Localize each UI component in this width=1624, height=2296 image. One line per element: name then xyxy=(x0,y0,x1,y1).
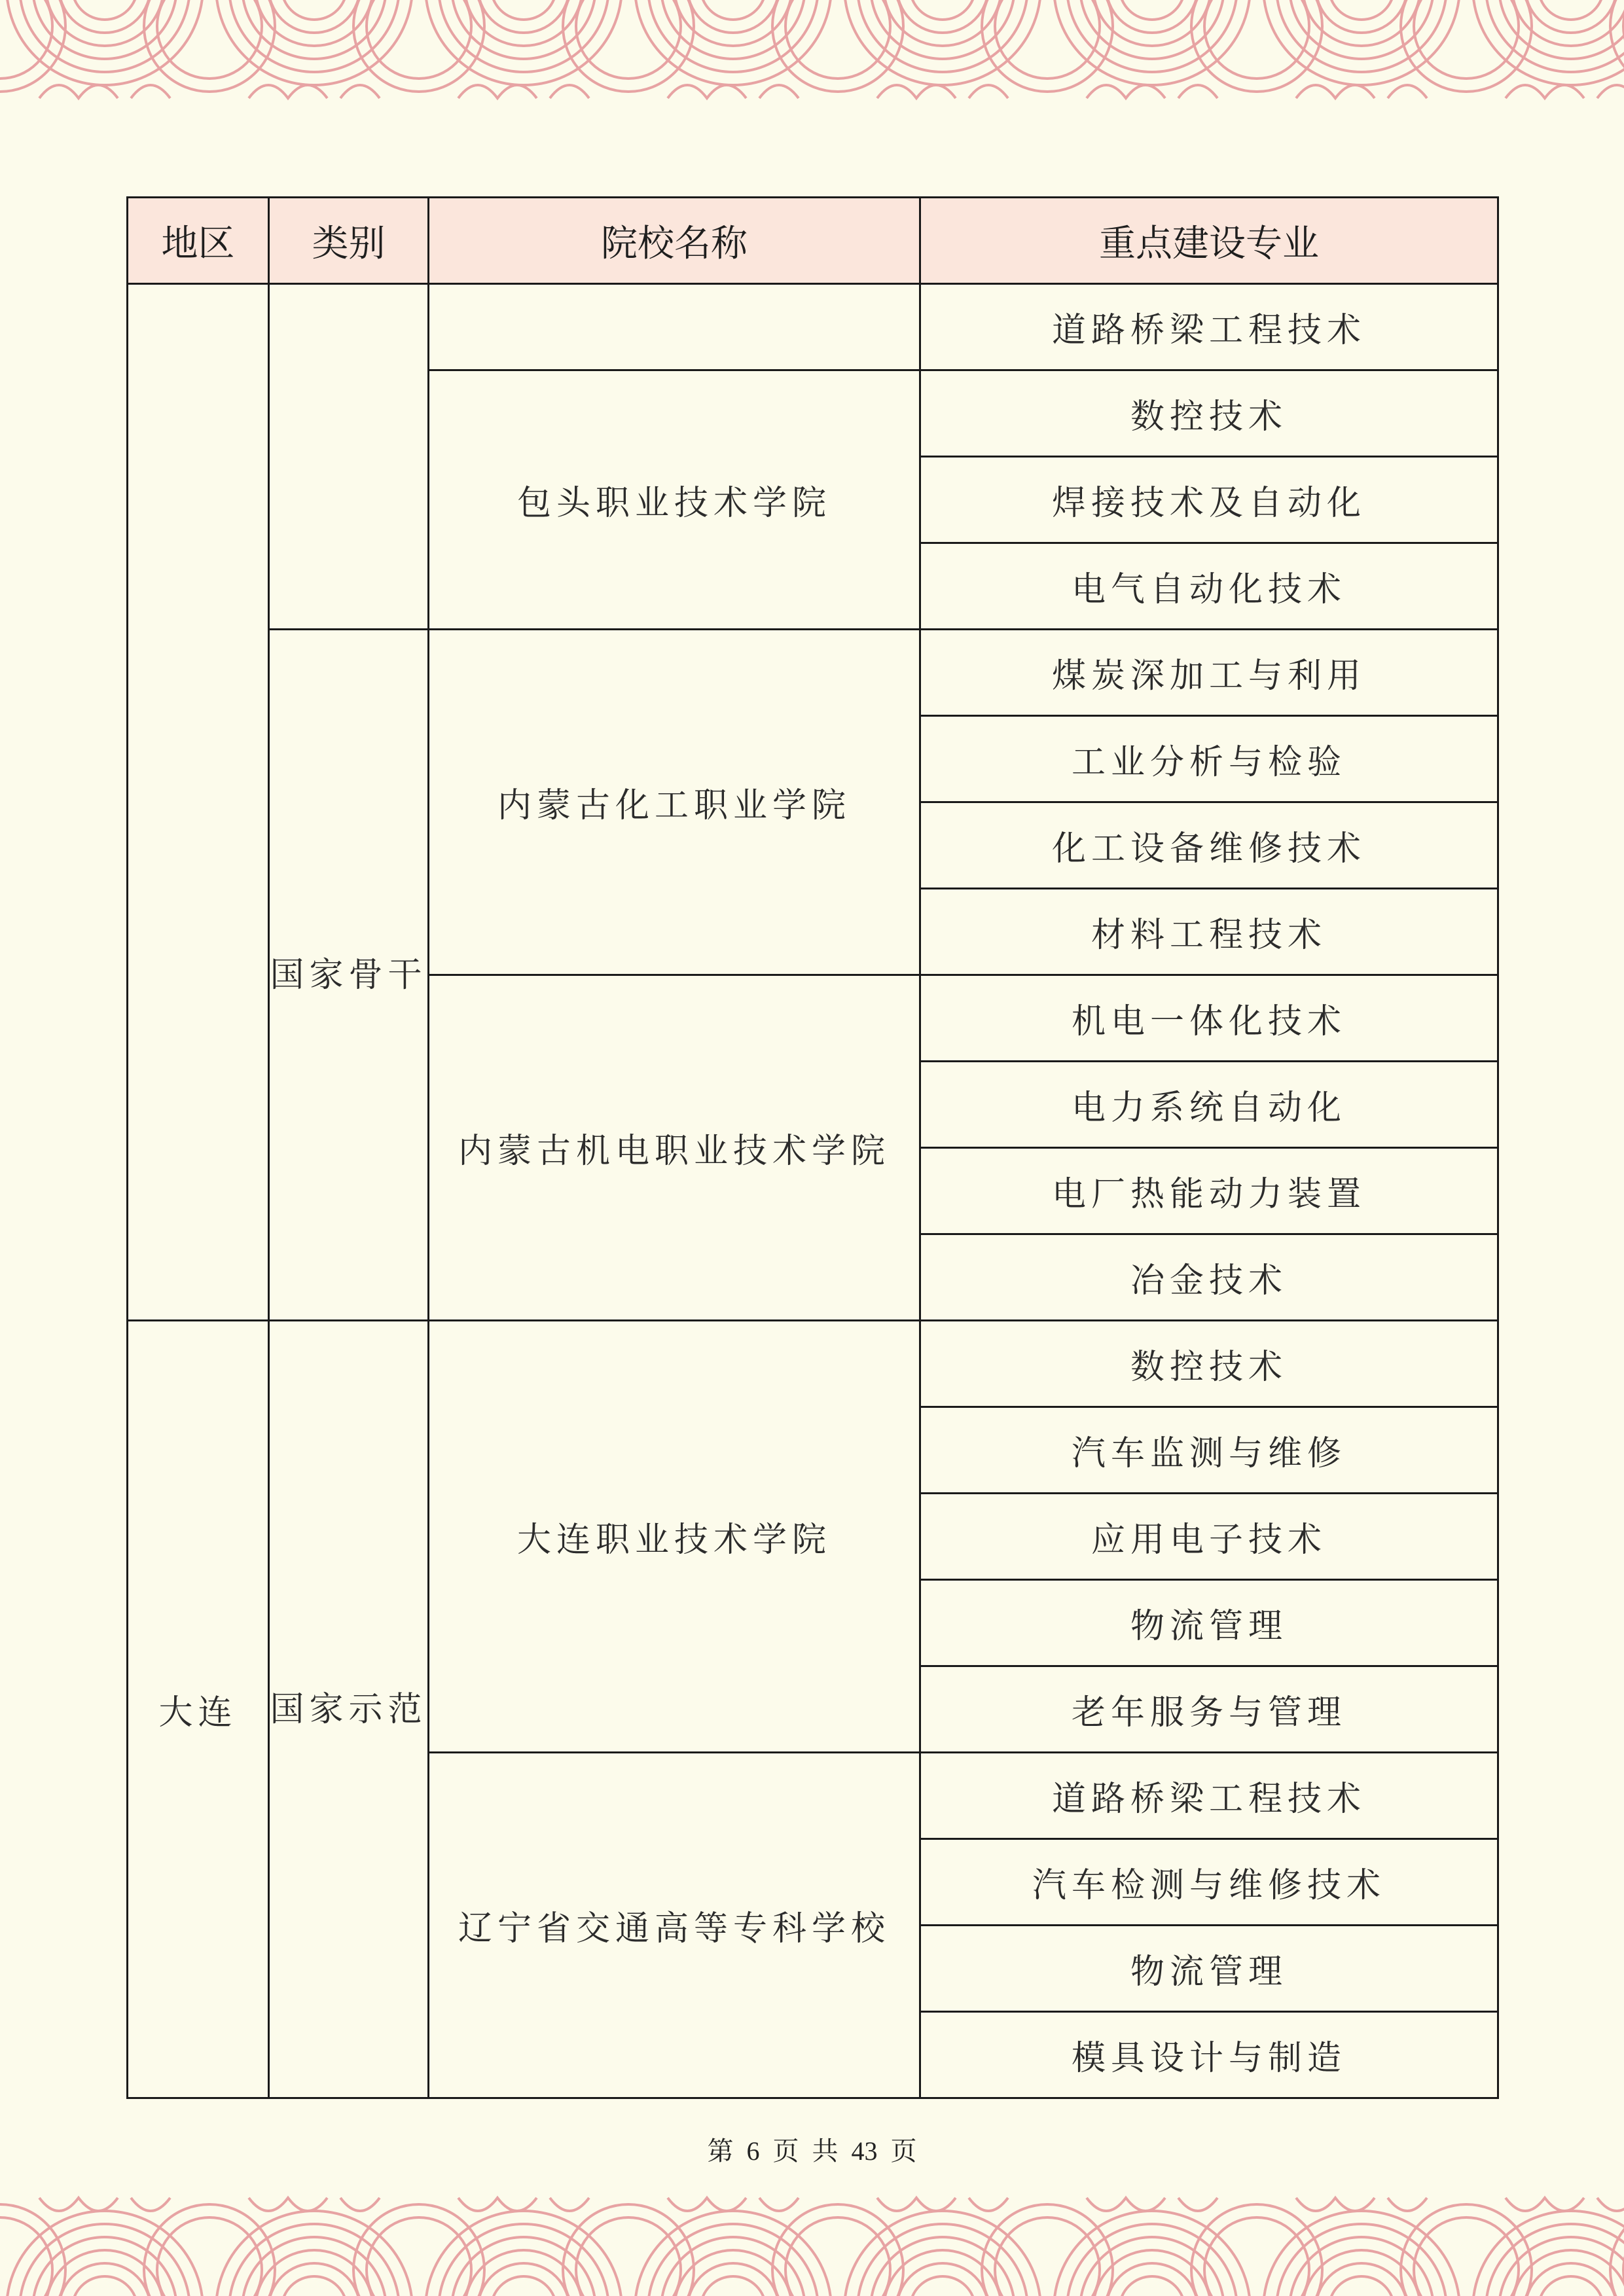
footer-page-number: 6 xyxy=(746,2136,760,2166)
wave-pattern-bottom xyxy=(0,2185,1624,2296)
region-cell-empty xyxy=(128,284,269,1321)
school-cell-neimenggu-huagong: 内蒙古化工职业学院 xyxy=(429,630,920,975)
major-cell: 化工设备维修技术 xyxy=(920,802,1498,889)
wave-pattern-top xyxy=(0,0,1624,111)
footer-total-pages: 43 xyxy=(851,2136,878,2166)
school-cell-neimenggu-jidian: 内蒙古机电职业技术学院 xyxy=(429,975,920,1321)
region-cell-dalian: 大连 xyxy=(128,1321,269,2098)
majors-table xyxy=(126,196,1499,2099)
major-cell: 物流管理 xyxy=(920,1580,1498,1666)
major-cell: 应用电子技术 xyxy=(920,1494,1498,1580)
header-region: 地区 xyxy=(128,198,269,284)
category-cell-guojia-shifan: 国家示范 xyxy=(269,1321,429,2098)
major-cell: 汽车监测与维修 xyxy=(920,1407,1498,1494)
major-cell: 工业分析与检验 xyxy=(920,716,1498,802)
table-row xyxy=(128,1321,1498,1407)
decorative-border-top xyxy=(0,0,1624,111)
category-cell-guojia-gugan: 国家骨干 xyxy=(269,630,429,1321)
header-major: 重点建设专业 xyxy=(920,198,1498,284)
major-cell: 材料工程技术 xyxy=(920,889,1498,975)
major-cell: 道路桥梁工程技术 xyxy=(920,284,1498,370)
major-cell: 数控技术 xyxy=(920,1321,1498,1407)
major-cell: 电气自动化技术 xyxy=(920,543,1498,630)
table-row xyxy=(128,630,1498,716)
major-cell: 冶金技术 xyxy=(920,1234,1498,1321)
header-row xyxy=(128,198,1498,284)
school-cell-baotou: 包头职业技术学院 xyxy=(429,370,920,630)
major-cell: 汽车检测与维修技术 xyxy=(920,1839,1498,1926)
school-cell-liaoning-jiaotong: 辽宁省交通高等专科学校 xyxy=(429,1753,920,2098)
major-cell: 数控技术 xyxy=(920,370,1498,457)
school-cell-empty xyxy=(429,284,920,370)
table-row xyxy=(128,284,1498,370)
school-cell-dalian-zhiye: 大连职业技术学院 xyxy=(429,1321,920,1753)
major-cell: 物流管理 xyxy=(920,1926,1498,2012)
decorative-border-bottom xyxy=(0,2185,1624,2296)
major-cell: 老年服务与管理 xyxy=(920,1666,1498,1753)
major-cell: 电力系统自动化 xyxy=(920,1062,1498,1148)
major-cell: 电厂热能动力装置 xyxy=(920,1148,1498,1234)
major-cell: 焊接技术及自动化 xyxy=(920,457,1498,543)
header-category: 类别 xyxy=(269,198,429,284)
category-cell-empty xyxy=(269,284,429,630)
major-cell: 煤炭深加工与利用 xyxy=(920,630,1498,716)
page-footer xyxy=(0,2130,1624,2168)
major-cell: 机电一体化技术 xyxy=(920,975,1498,1062)
major-cell: 模具设计与制造 xyxy=(920,2012,1498,2098)
footer-suffix: 页 xyxy=(890,2136,917,2166)
footer-middle: 页 共 xyxy=(772,2136,839,2166)
header-school: 院校名称 xyxy=(429,198,920,284)
major-cell: 道路桥梁工程技术 xyxy=(920,1753,1498,1839)
footer-prefix: 第 xyxy=(707,2136,734,2166)
